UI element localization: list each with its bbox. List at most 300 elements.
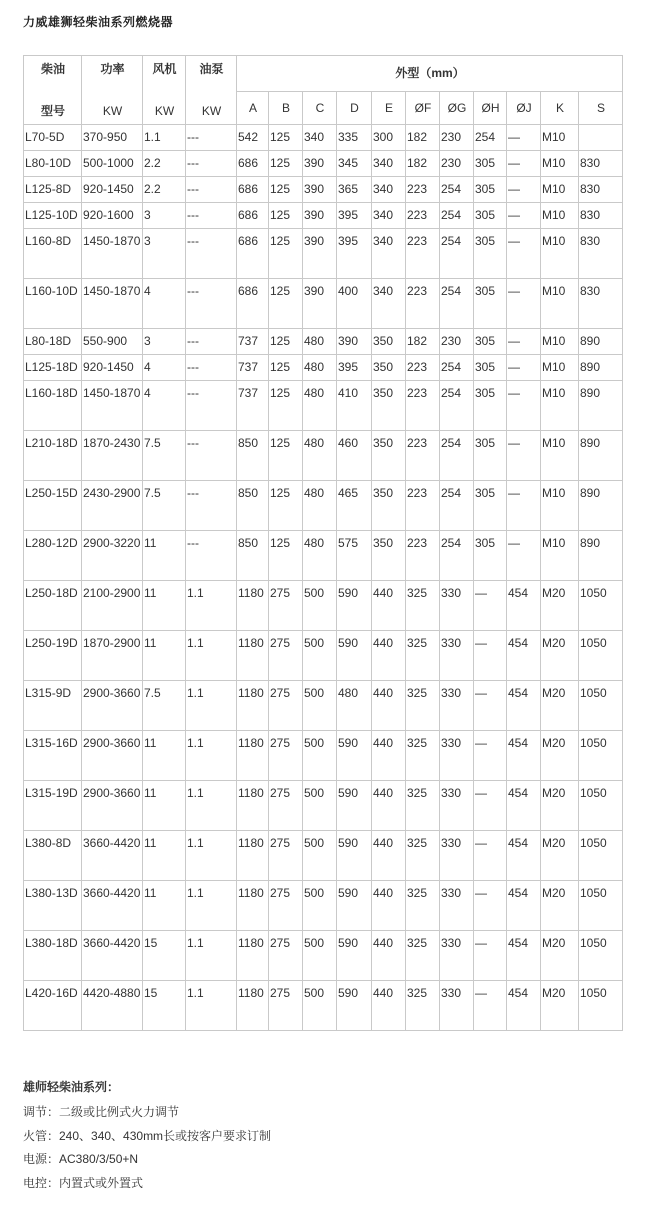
table-row [24,831,623,881]
cell-a: 850 [237,431,269,481]
cell-oj: — [507,279,541,329]
cell-d: 590 [337,931,372,981]
cell-e: 350 [372,355,406,381]
cell-a: 686 [237,177,269,203]
cell-a: 737 [237,355,269,381]
header-fan: 风机 KW [143,56,186,125]
cell-of: 182 [406,329,440,355]
cell-oh: 305 [474,177,507,203]
cell-b: 125 [269,229,303,279]
cell-power: 1870-2430 [82,431,143,481]
cell-model: L380-18D [24,931,82,981]
cell-c: 390 [303,177,337,203]
cell-og: 230 [440,329,474,355]
cell-model: L80-18D [24,329,82,355]
cell-k: M10 [541,355,579,381]
cell-pump: 1.1 [186,781,237,831]
cell-og: 330 [440,931,474,981]
cell-c: 500 [303,681,337,731]
cell-og: 254 [440,279,474,329]
table-row [24,531,623,581]
cell-a: 1180 [237,581,269,631]
cell-k: M10 [541,531,579,581]
cell-oj: — [507,229,541,279]
cell-d: 465 [337,481,372,531]
table-row [24,681,623,731]
cell-s: 890 [579,329,623,355]
table-row [24,151,623,177]
cell-og: 254 [440,481,474,531]
cell-s: 1050 [579,881,623,931]
cell-c: 480 [303,329,337,355]
cell-d: 590 [337,731,372,781]
cell-fan: 11 [143,731,186,781]
cell-power: 3660-4420 [82,831,143,881]
cell-oj: — [507,125,541,151]
cell-s: 830 [579,177,623,203]
cell-s: 890 [579,531,623,581]
cell-d: 590 [337,631,372,681]
cell-s: 1050 [579,931,623,981]
cell-oj: 454 [507,731,541,781]
cell-a: 686 [237,151,269,177]
cell-oj: 454 [507,581,541,631]
cell-e: 440 [372,981,406,1031]
cell-pump: --- [186,203,237,229]
cell-b: 125 [269,381,303,431]
cell-og: 254 [440,229,474,279]
cell-k: M20 [541,681,579,731]
cell-oj: — [507,481,541,531]
cell-b: 275 [269,581,303,631]
cell-of: 223 [406,381,440,431]
table-row [24,631,623,681]
cell-d: 590 [337,981,372,1031]
cell-fan: 4 [143,279,186,329]
cell-of: 325 [406,831,440,881]
cell-c: 390 [303,203,337,229]
cell-oj: — [507,431,541,481]
cell-d: 365 [337,177,372,203]
cell-s: 890 [579,431,623,481]
header-dim-s: S [579,92,623,125]
cell-a: 1180 [237,681,269,731]
cell-fan: 7.5 [143,681,186,731]
cell-power: 550-900 [82,329,143,355]
cell-of: 325 [406,781,440,831]
cell-a: 1180 [237,781,269,831]
cell-k: M10 [541,229,579,279]
cell-k: M10 [541,151,579,177]
cell-pump: --- [186,279,237,329]
cell-d: 395 [337,355,372,381]
cell-power: 3660-4420 [82,881,143,931]
cell-power: 1450-1870 [82,279,143,329]
cell-e: 440 [372,731,406,781]
cell-model: L80-10D [24,151,82,177]
cell-c: 340 [303,125,337,151]
cell-model: L315-9D [24,681,82,731]
cell-oh: — [474,681,507,731]
table-row [24,381,623,431]
cell-pump: 1.1 [186,631,237,681]
cell-model: L160-18D [24,381,82,431]
cell-d: 575 [337,531,372,581]
cell-e: 440 [372,931,406,981]
cell-c: 500 [303,631,337,681]
cell-k: M10 [541,203,579,229]
cell-c: 500 [303,881,337,931]
cell-s: 1050 [579,731,623,781]
cell-d: 480 [337,681,372,731]
cell-b: 275 [269,631,303,681]
cell-k: M10 [541,177,579,203]
cell-e: 350 [372,329,406,355]
cell-og: 230 [440,151,474,177]
cell-b: 275 [269,731,303,781]
cell-model: L250-19D [24,631,82,681]
cell-og: 330 [440,731,474,781]
cell-power: 2900-3220 [82,531,143,581]
cell-power: 920-1450 [82,177,143,203]
cell-c: 480 [303,431,337,481]
cell-model: L125-10D [24,203,82,229]
cell-e: 440 [372,681,406,731]
cell-a: 1180 [237,981,269,1031]
cell-power: 2900-3660 [82,681,143,731]
cell-pump: --- [186,481,237,531]
cell-e: 440 [372,631,406,681]
cell-b: 275 [269,881,303,931]
cell-of: 223 [406,279,440,329]
cell-og: 254 [440,177,474,203]
cell-oj: 454 [507,831,541,881]
table-row [24,125,623,151]
header-dim-of: ØF [406,92,440,125]
cell-pump: --- [186,125,237,151]
cell-b: 125 [269,531,303,581]
cell-k: M20 [541,881,579,931]
cell-c: 480 [303,381,337,431]
header-dim-og: ØG [440,92,474,125]
header-pump: 油泵 KW [186,56,237,125]
cell-og: 230 [440,125,474,151]
info-line-control: 电控：内置式或外置式 [23,1175,144,1190]
cell-fan: 11 [143,531,186,581]
cell-c: 480 [303,481,337,531]
cell-d: 590 [337,881,372,931]
cell-b: 275 [269,781,303,831]
cell-d: 345 [337,151,372,177]
header-dim-oh: ØH [474,92,507,125]
cell-e: 440 [372,881,406,931]
cell-oh: 305 [474,203,507,229]
cell-oh: — [474,831,507,881]
cell-model: L420-16D [24,981,82,1031]
cell-og: 254 [440,203,474,229]
cell-k: M20 [541,931,579,981]
cell-e: 440 [372,831,406,881]
table-row [24,203,623,229]
cell-s: 1050 [579,781,623,831]
cell-model: L315-19D [24,781,82,831]
cell-oh: 305 [474,151,507,177]
cell-e: 440 [372,781,406,831]
cell-a: 1180 [237,881,269,931]
cell-fan: 11 [143,831,186,881]
cell-d: 590 [337,781,372,831]
cell-s: 1050 [579,831,623,881]
cell-a: 1180 [237,631,269,681]
cell-pump: --- [186,229,237,279]
cell-pump: --- [186,177,237,203]
table-row [24,431,623,481]
cell-k: M10 [541,329,579,355]
cell-b: 125 [269,481,303,531]
cell-fan: 3 [143,329,186,355]
cell-of: 325 [406,981,440,1031]
cell-oj: — [507,381,541,431]
cell-of: 223 [406,355,440,381]
cell-pump: --- [186,531,237,581]
cell-e: 340 [372,151,406,177]
cell-power: 2900-3660 [82,731,143,781]
header-dim-e: E [372,92,406,125]
cell-fan: 11 [143,581,186,631]
cell-s: 830 [579,151,623,177]
cell-c: 390 [303,151,337,177]
cell-fan: 4 [143,355,186,381]
cell-og: 330 [440,881,474,931]
cell-og: 254 [440,355,474,381]
cell-b: 125 [269,203,303,229]
cell-of: 223 [406,431,440,481]
cell-oj: — [507,531,541,581]
cell-d: 590 [337,581,372,631]
cell-og: 254 [440,531,474,581]
cell-og: 330 [440,631,474,681]
header-dim-k: K [541,92,579,125]
cell-model: L380-13D [24,881,82,931]
cell-k: M20 [541,831,579,881]
cell-power: 2430-2900 [82,481,143,531]
cell-oh: 305 [474,381,507,431]
cell-oj: 454 [507,981,541,1031]
cell-model: L380-8D [24,831,82,881]
cell-b: 125 [269,151,303,177]
info-line-fire-tube: 火管：240、340、430mm长或按客户要求订制 [23,1128,272,1143]
cell-oh: 305 [474,229,507,279]
cell-a: 686 [237,279,269,329]
cell-c: 500 [303,581,337,631]
cell-b: 275 [269,931,303,981]
cell-pump: --- [186,329,237,355]
cell-c: 500 [303,781,337,831]
cell-model: L125-8D [24,177,82,203]
cell-pump: --- [186,431,237,481]
table-row [24,481,623,531]
page-title: 力威雄狮轻柴油系列燃烧器 [23,15,174,29]
cell-s: 1050 [579,981,623,1031]
header-dim-a: A [237,92,269,125]
cell-e: 350 [372,481,406,531]
cell-of: 325 [406,731,440,781]
series-info [23,1078,271,1195]
cell-pump: 1.1 [186,681,237,731]
cell-d: 410 [337,381,372,431]
cell-of: 223 [406,481,440,531]
cell-of: 325 [406,681,440,731]
cell-e: 340 [372,229,406,279]
cell-og: 254 [440,381,474,431]
cell-s: 890 [579,481,623,531]
cell-fan: 11 [143,881,186,931]
cell-of: 223 [406,229,440,279]
cell-a: 850 [237,481,269,531]
cell-power: 920-1600 [82,203,143,229]
cell-power: 920-1450 [82,355,143,381]
table-row [24,329,623,355]
cell-oh: 305 [474,329,507,355]
cell-model: L70-5D [24,125,82,151]
cell-model: L160-8D [24,229,82,279]
table-row [24,581,623,631]
cell-a: 1180 [237,831,269,881]
cell-s: 1050 [579,681,623,731]
cell-oh: 305 [474,279,507,329]
cell-model: L250-18D [24,581,82,631]
cell-of: 223 [406,531,440,581]
burner-spec-table [23,55,623,1031]
cell-oh: — [474,781,507,831]
table-row [24,931,623,981]
cell-s: 1050 [579,631,623,681]
cell-d: 335 [337,125,372,151]
cell-power: 500-1000 [82,151,143,177]
cell-a: 542 [237,125,269,151]
cell-power: 1450-1870 [82,381,143,431]
cell-k: M20 [541,981,579,1031]
cell-c: 500 [303,731,337,781]
cell-e: 350 [372,531,406,581]
cell-oh: — [474,881,507,931]
cell-pump: 1.1 [186,581,237,631]
cell-oj: 454 [507,681,541,731]
cell-fan: 7.5 [143,431,186,481]
cell-model: L280-12D [24,531,82,581]
cell-k: M10 [541,125,579,151]
cell-of: 182 [406,151,440,177]
cell-fan: 3 [143,229,186,279]
cell-og: 330 [440,581,474,631]
cell-c: 500 [303,931,337,981]
cell-model: L315-16D [24,731,82,781]
cell-og: 330 [440,831,474,881]
cell-oh: 305 [474,481,507,531]
cell-oj: — [507,177,541,203]
cell-og: 254 [440,431,474,481]
cell-fan: 7.5 [143,481,186,531]
cell-e: 440 [372,581,406,631]
cell-oj: 454 [507,631,541,681]
cell-oh: 254 [474,125,507,151]
cell-og: 330 [440,781,474,831]
table-row [24,355,623,381]
cell-oh: — [474,631,507,681]
cell-fan: 11 [143,631,186,681]
cell-c: 480 [303,531,337,581]
header-dimensions: 外型（mm） [237,56,623,92]
cell-a: 1180 [237,731,269,781]
cell-pump: --- [186,355,237,381]
cell-fan: 11 [143,781,186,831]
cell-c: 480 [303,355,337,381]
header-power: 功率 KW [82,56,143,125]
cell-oj: 454 [507,931,541,981]
cell-s: 890 [579,355,623,381]
cell-pump: 1.1 [186,981,237,1031]
cell-d: 395 [337,203,372,229]
cell-k: M20 [541,781,579,831]
cell-model: L210-18D [24,431,82,481]
cell-oj: — [507,329,541,355]
cell-of: 325 [406,581,440,631]
cell-s: 830 [579,279,623,329]
cell-pump: 1.1 [186,731,237,781]
cell-e: 340 [372,203,406,229]
cell-pump: 1.1 [186,831,237,881]
cell-fan: 2.2 [143,151,186,177]
cell-k: M10 [541,431,579,481]
cell-b: 125 [269,125,303,151]
cell-a: 850 [237,531,269,581]
cell-b: 125 [269,431,303,481]
cell-oj: — [507,355,541,381]
cell-oh: — [474,981,507,1031]
table-row [24,731,623,781]
cell-fan: 3 [143,203,186,229]
cell-b: 275 [269,981,303,1031]
cell-oj: — [507,151,541,177]
table-row [24,279,623,329]
table-row [24,177,623,203]
cell-oh: 305 [474,431,507,481]
table-row [24,981,623,1031]
cell-oj: 454 [507,881,541,931]
cell-b: 125 [269,355,303,381]
cell-s [579,125,623,151]
cell-e: 350 [372,431,406,481]
cell-e: 350 [372,381,406,431]
cell-d: 460 [337,431,372,481]
cell-k: M20 [541,631,579,681]
cell-s: 830 [579,229,623,279]
cell-model: L250-15D [24,481,82,531]
table-row [24,881,623,931]
cell-fan: 1.1 [143,125,186,151]
cell-a: 1180 [237,931,269,981]
cell-d: 400 [337,279,372,329]
cell-s: 1050 [579,581,623,631]
cell-a: 686 [237,203,269,229]
cell-e: 300 [372,125,406,151]
header-dim-b: B [269,92,303,125]
cell-s: 830 [579,203,623,229]
cell-model: L160-10D [24,279,82,329]
cell-a: 686 [237,229,269,279]
info-line-regulation: 调节：二级或比例式火力调节 [23,1105,180,1119]
header-dim-c: C [303,92,337,125]
